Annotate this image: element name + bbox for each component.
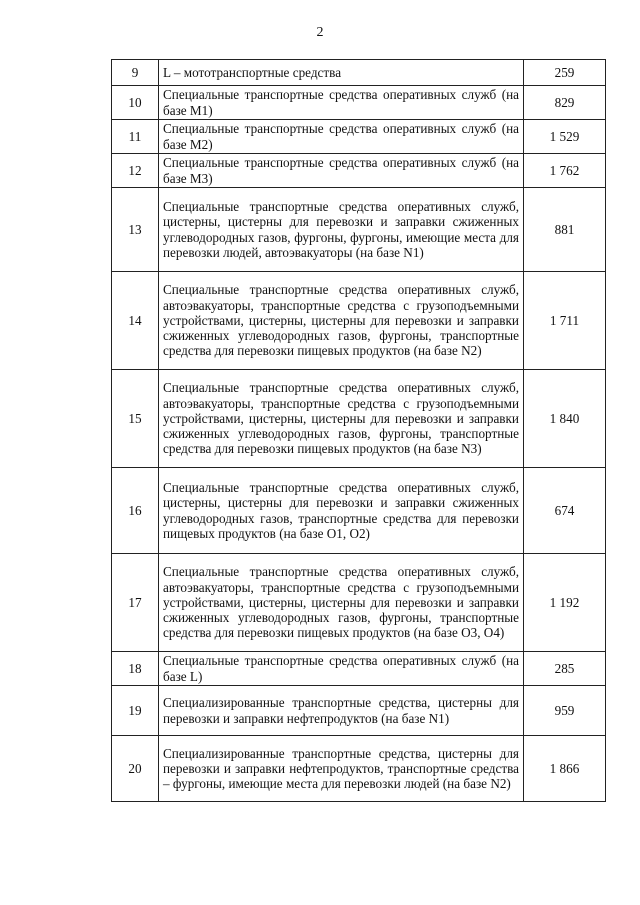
row-number: 14 bbox=[112, 272, 159, 370]
row-number: 10 bbox=[112, 86, 159, 120]
row-number: 11 bbox=[112, 120, 159, 154]
table-row bbox=[112, 736, 606, 802]
row-number: 16 bbox=[112, 468, 159, 554]
table-row bbox=[112, 272, 606, 370]
row-description: Специальные транспортные средства оперативных служб, цистерны, цистерны для перевозки и заправки сжиженных углеводородных газов, транспортные средства для перевозки пищевых продуктов (на базе О1, О2) bbox=[159, 468, 524, 554]
row-value: 1 192 bbox=[524, 554, 606, 652]
row-description: L – мототранспортные средства bbox=[159, 60, 524, 86]
row-number: 18 bbox=[112, 652, 159, 686]
table-row bbox=[112, 154, 606, 188]
table-row bbox=[112, 652, 606, 686]
table-row bbox=[112, 468, 606, 554]
row-value: 674 bbox=[524, 468, 606, 554]
row-value: 285 bbox=[524, 652, 606, 686]
row-number: 17 bbox=[112, 554, 159, 652]
row-number: 9 bbox=[112, 60, 159, 86]
table-row bbox=[112, 188, 606, 272]
row-number: 19 bbox=[112, 686, 159, 736]
row-description: Специальные транспортные средства оперативных служб, автоэвакуаторы, транспортные средства с грузоподъемными устройствами, цистерны, цистерны для перевозки и заправки сжиженных углеводородных газов, фургоны, транспортные средства для перевозки пищевых продуктов (на базе О3, О4) bbox=[159, 554, 524, 652]
row-number: 12 bbox=[112, 154, 159, 188]
row-number: 13 bbox=[112, 188, 159, 272]
row-value: 1 711 bbox=[524, 272, 606, 370]
row-description: Специализированные транспортные средства, цистерны для перевозки и заправки нефтепродуктов, транспортные средства – фургоны, имеющие места для перевозки людей (на базе N2) bbox=[159, 736, 524, 802]
row-number: 15 bbox=[112, 370, 159, 468]
table-row bbox=[112, 554, 606, 652]
row-value: 1 529 bbox=[524, 120, 606, 154]
row-value: 1 840 bbox=[524, 370, 606, 468]
table-row bbox=[112, 120, 606, 154]
row-value: 881 bbox=[524, 188, 606, 272]
row-description: Специализированные транспортные средства, цистерны для перевозки и заправки нефтепродуктов (на базе N1) bbox=[159, 686, 524, 736]
row-description: Специальные транспортные средства оперативных служб, автоэвакуаторы, транспортные средства с грузоподъемными устройствами, цистерны, цистерны для перевозки и заправки сжиженных углеводородных газов, фургоны, транспортные средства для перевозки пищевых продуктов (на базе N2) bbox=[159, 272, 524, 370]
row-description: Специальные транспортные средства оперативных служб, автоэвакуаторы, транспортные средства с грузоподъемными устройствами, цистерны, цистерны для перевозки и заправки сжиженных углеводородных газов, фургоны, транспортные средства для перевозки пищевых продуктов (на базе N3) bbox=[159, 370, 524, 468]
table-body bbox=[112, 60, 606, 802]
row-description: Специальные транспортные средства оперативных служб (на базе М2) bbox=[159, 120, 524, 154]
row-value: 1 866 bbox=[524, 736, 606, 802]
row-description: Специальные транспортные средства оперативных служб, цистерны, цистерны для перевозки и заправки сжиженных углеводородных газов, фургоны, фургоны, имеющие места для перевозки людей, автоэвакуаторы (на базе N1) bbox=[159, 188, 524, 272]
page-number: 2 bbox=[316, 25, 324, 40]
row-description: Специальные транспортные средства оперативных служб (на базе L) bbox=[159, 652, 524, 686]
table-row bbox=[112, 370, 606, 468]
table-row bbox=[112, 686, 606, 736]
table-row bbox=[112, 60, 606, 86]
row-value: 829 bbox=[524, 86, 606, 120]
row-description: Специальные транспортные средства оперативных служб (на базе М3) bbox=[159, 154, 524, 188]
tariff-table bbox=[111, 59, 606, 802]
row-value: 259 bbox=[524, 60, 606, 86]
table-row bbox=[112, 86, 606, 120]
row-description: Специальные транспортные средства оперативных служб (на базе М1) bbox=[159, 86, 524, 120]
row-number: 20 bbox=[112, 736, 159, 802]
row-value: 1 762 bbox=[524, 154, 606, 188]
row-value: 959 bbox=[524, 686, 606, 736]
